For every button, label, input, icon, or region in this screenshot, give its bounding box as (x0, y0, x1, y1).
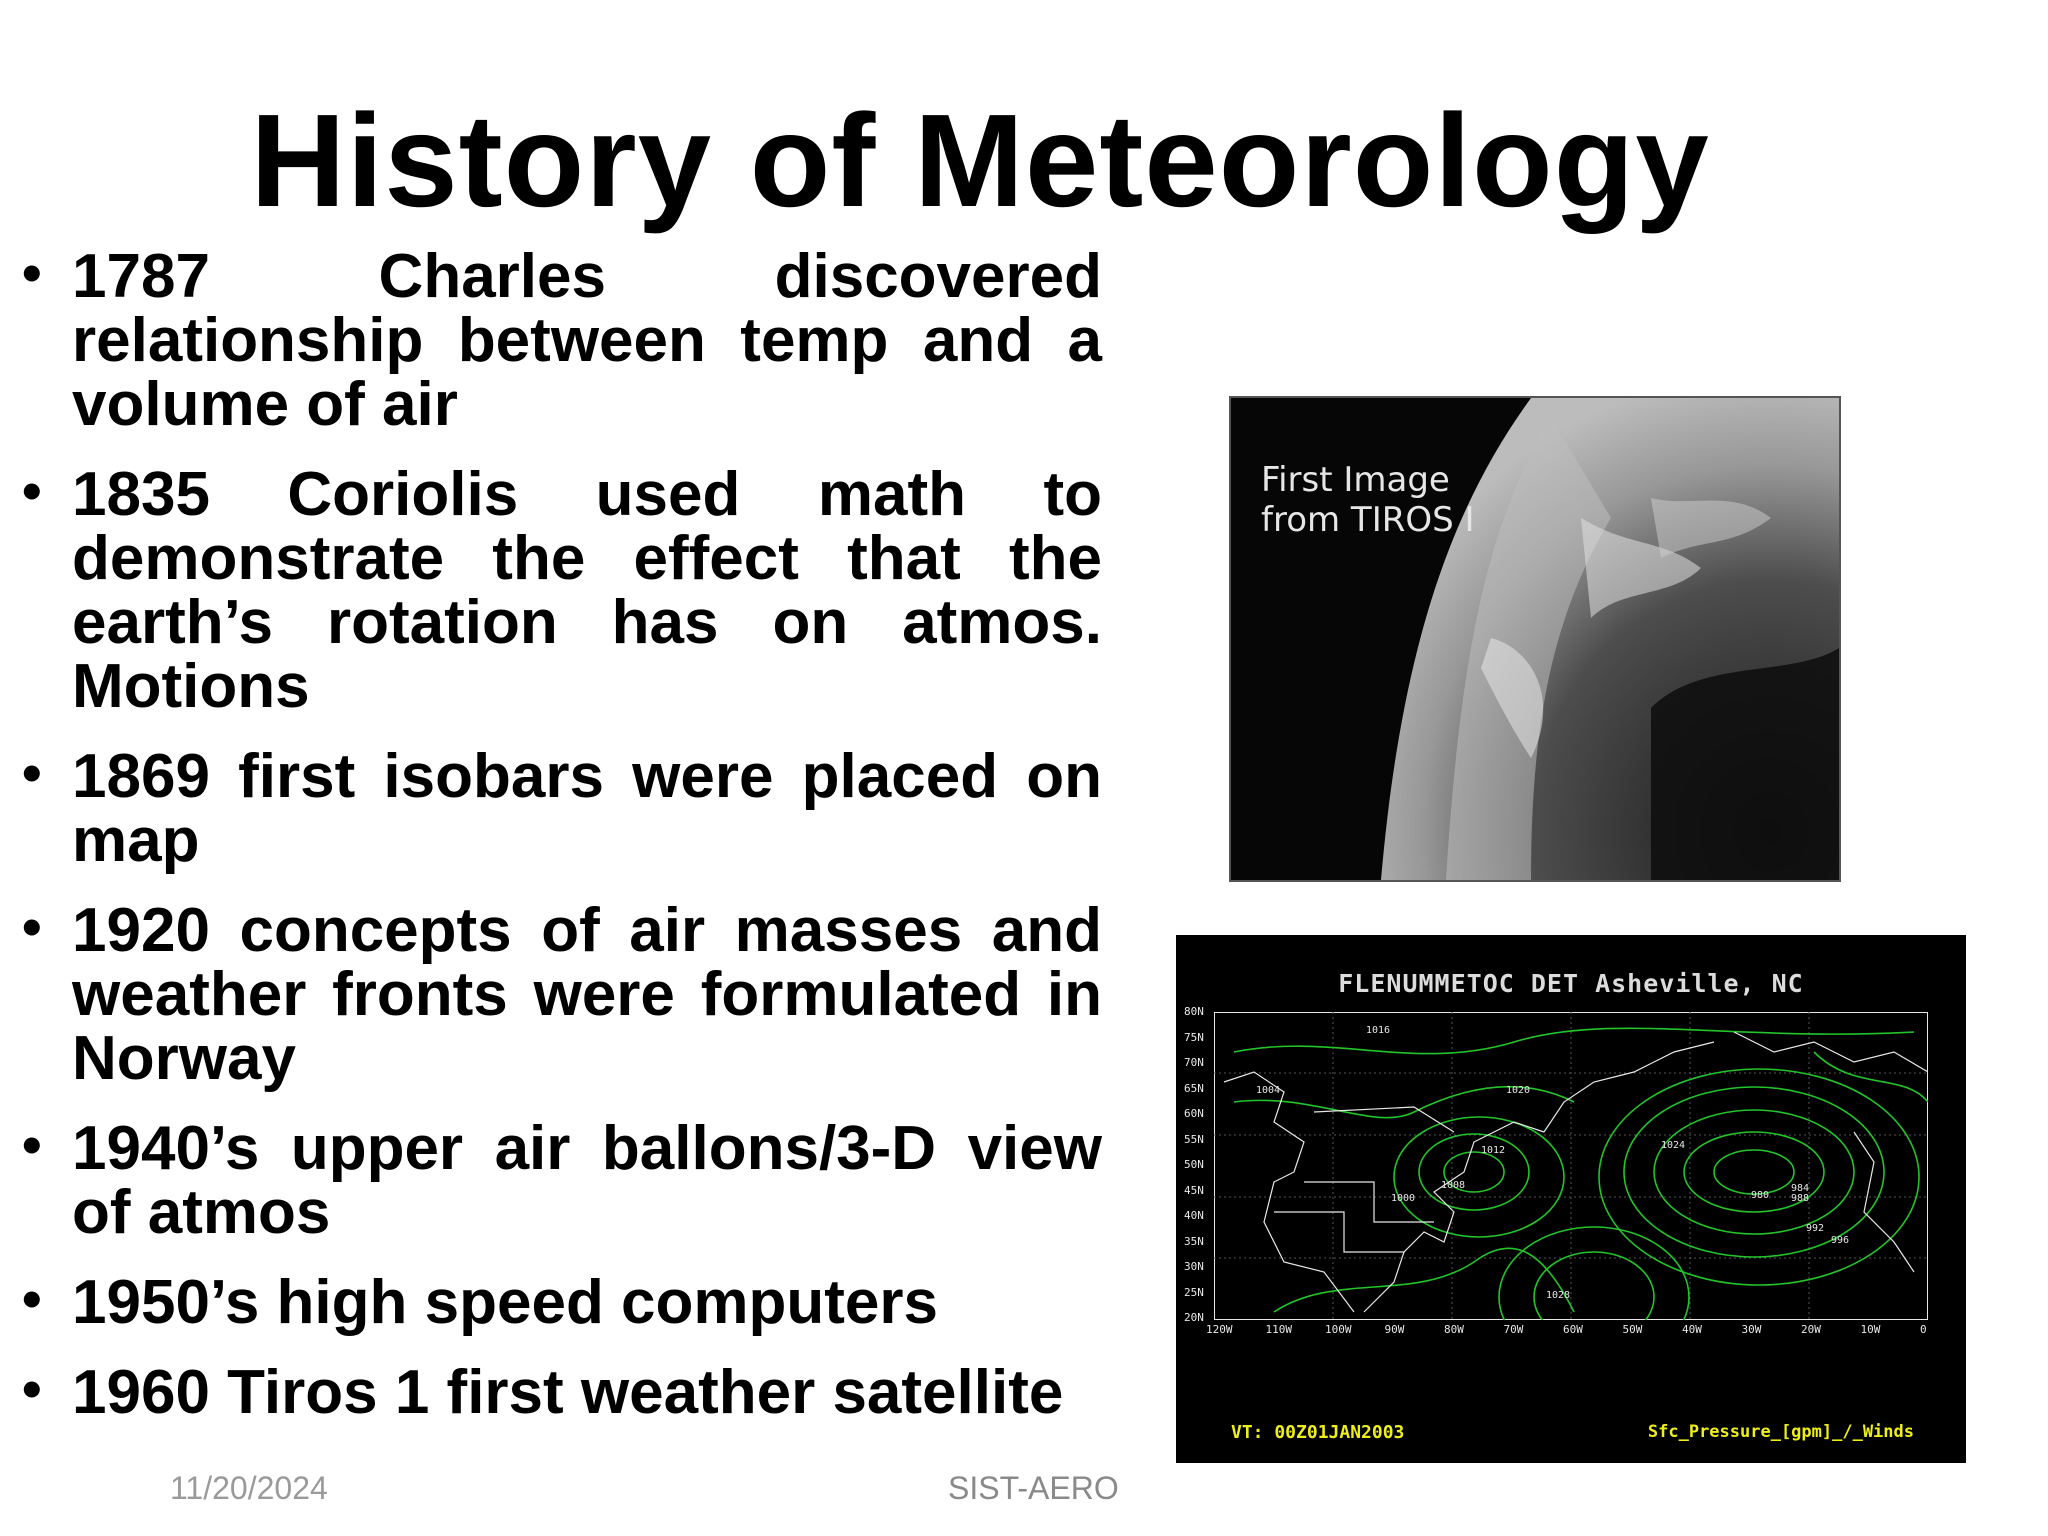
lat-label: 50N (1184, 1158, 1204, 1171)
bullet-item (22, 1113, 1102, 1247)
isobar-label: 1000 (1391, 1193, 1416, 1204)
lat-label: 70N (1184, 1056, 1204, 1069)
map-plot-area (1214, 1012, 1928, 1320)
lon-label: 90W (1384, 1323, 1405, 1336)
lat-label: 75N (1184, 1030, 1204, 1044)
bullet-dot: • (22, 1267, 42, 1330)
footer-date: 11/20/2024 (170, 1470, 328, 1506)
bullet-text: 1835 Coriolis used math to demonstrate the effect that the earth’s rotation has on atmos. Motions (72, 460, 1102, 721)
lon-label: 70W (1503, 1323, 1524, 1336)
lon-label: 10W (1860, 1323, 1881, 1336)
bullet-dot: • (22, 459, 42, 522)
bullet-dot: • (22, 1113, 42, 1176)
lat-label: 60N (1184, 1107, 1204, 1120)
lon-label: 110W (1265, 1323, 1292, 1336)
bullet-dot: • (22, 741, 42, 804)
lat-label: 30N (1184, 1260, 1204, 1273)
bullet-item (22, 741, 1102, 875)
isobar-label: 1016 (1366, 1025, 1391, 1036)
lon-label: 80W (1444, 1323, 1464, 1336)
isobar-label: 1024 (1661, 1140, 1686, 1151)
satellite-caption: First Image from TIROS I (1261, 460, 1475, 540)
lon-label: 50W (1622, 1323, 1643, 1336)
lat-label: 25N (1184, 1285, 1204, 1299)
map-title: FLENUMMETOC DET Asheville, NC (1338, 969, 1804, 998)
weather-map (1176, 935, 1966, 1463)
lat-label: 40N (1184, 1209, 1204, 1222)
isobar-label: 1008 (1441, 1180, 1466, 1191)
lon-label: 60W (1563, 1323, 1583, 1336)
lon-label: 30W (1741, 1323, 1762, 1336)
footer-organization: SIST-AERO (948, 1470, 1119, 1506)
isobar-label: 992 (1806, 1223, 1825, 1234)
lon-label: 40W (1682, 1323, 1702, 1336)
bullet-text: 1960 Tiros 1 first weather satellite (72, 1358, 1064, 1427)
bullet-item (22, 241, 1102, 439)
bullet-dot: • (22, 241, 42, 304)
isobar-label: 1004 (1256, 1085, 1281, 1096)
bullet-text: 1920 concepts of air masses and weather fronts were formulated in Norway (72, 896, 1102, 1093)
isobar-label: 984 (1791, 1183, 1810, 1194)
lat-label: 35N (1184, 1234, 1204, 1248)
bullet-text: 1787 Charles discovered relationship between temp and a volume of air (72, 242, 1102, 439)
lon-label: 100W (1325, 1323, 1352, 1336)
isobar-label: 996 (1831, 1235, 1850, 1246)
lat-label: 45N (1184, 1183, 1204, 1197)
bullet-item (22, 459, 1102, 721)
lat-label: 65N (1184, 1081, 1204, 1095)
map-valid-time: VT: 00Z01JAN2003 (1231, 1422, 1405, 1443)
lat-label: 55N (1184, 1132, 1204, 1146)
lat-label: 80N (1184, 1005, 1204, 1018)
isobar-label: 980 (1751, 1190, 1770, 1201)
map-field-label: Sfc_Pressure_[gpm]_/_Winds (1647, 1422, 1914, 1442)
bullet-text: 1950’s high speed computers (72, 1268, 939, 1337)
bullet-item (22, 895, 1102, 1093)
tiros-satellite-image (1229, 396, 1841, 882)
bullet-item (22, 1267, 1102, 1337)
isobar-label: 1020 (1506, 1085, 1531, 1096)
isobar-label: 1012 (1481, 1145, 1506, 1156)
bullet-text: 1940’s upper air ballons/3-D view of atmos (72, 1114, 1102, 1247)
bullet-list (22, 241, 1102, 1451)
lat-label: 20N (1184, 1311, 1204, 1324)
isobar-label: 988 (1791, 1193, 1810, 1204)
lon-label: 20W (1801, 1323, 1821, 1336)
bullet-dot: • (22, 895, 42, 958)
lon-label: 120W (1206, 1323, 1233, 1336)
bullet-item (22, 1357, 1102, 1427)
bullet-text: 1869 first isobars were placed on map (72, 742, 1102, 875)
lon-label: 0 (1920, 1323, 1927, 1336)
slide-title: History of Meteorology (250, 87, 1710, 234)
isobar-label: 1028 (1546, 1290, 1571, 1301)
bullet-dot: • (22, 1357, 42, 1420)
